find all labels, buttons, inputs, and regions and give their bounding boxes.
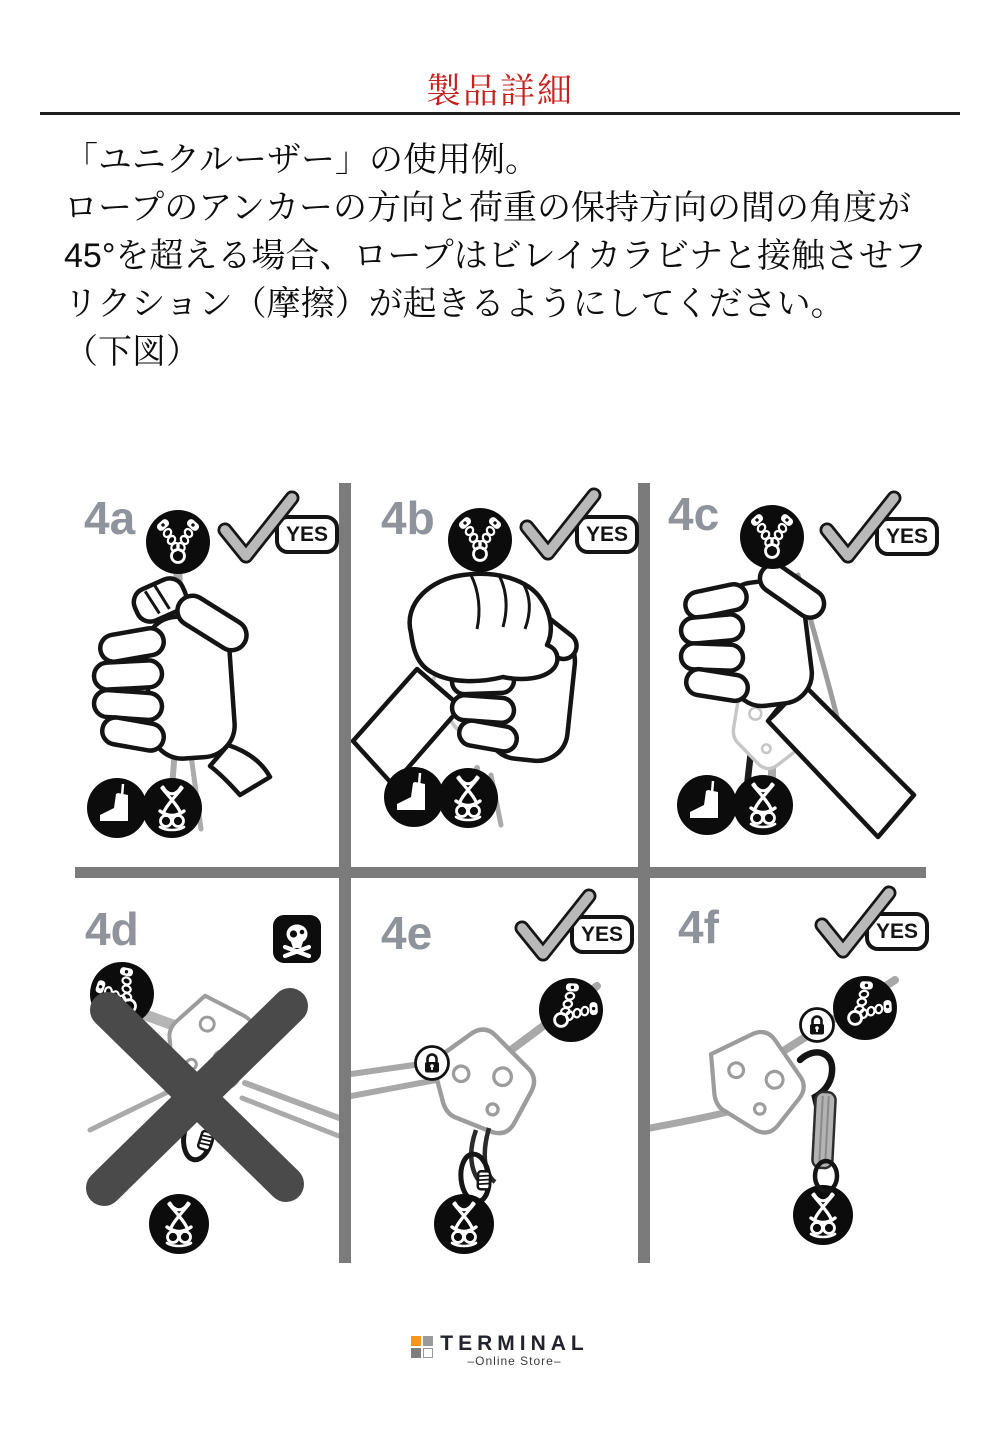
harness-icon xyxy=(793,1185,853,1245)
hand-icon xyxy=(93,574,270,795)
sling-icon xyxy=(812,1092,836,1169)
harness-icon xyxy=(434,1194,494,1254)
yes-badge: YES xyxy=(575,515,639,554)
panel-4e xyxy=(351,878,638,1263)
anchor-chain-icon xyxy=(448,508,512,572)
harness-icon xyxy=(733,775,793,835)
check-icon xyxy=(522,896,589,954)
check-icon xyxy=(822,893,889,951)
intro-line: ロープのアンカーの方向と荷重の保持方向の間の角度が xyxy=(64,189,911,227)
panel-label: 4e xyxy=(381,907,433,959)
anchor-chain-icon xyxy=(526,965,617,1056)
panel-4c xyxy=(650,483,940,866)
panel-4d xyxy=(60,878,339,1263)
foot-loop-icon xyxy=(677,775,737,835)
intro-line: 「ユニクルーザー」の使用例。 xyxy=(64,141,539,179)
brand-tagline: –Online Store– xyxy=(467,1354,562,1369)
panel-4a xyxy=(60,483,339,866)
yes-badge: YES xyxy=(865,912,929,951)
page-title: 製品詳細 xyxy=(425,72,574,111)
harness-icon xyxy=(142,778,202,838)
yes-badge: YES xyxy=(570,915,634,954)
harness-icon xyxy=(438,768,498,828)
foot-loop-icon xyxy=(87,778,147,838)
illustration-4c xyxy=(650,483,940,866)
anchor-chain-icon xyxy=(740,505,804,569)
intro-text xyxy=(64,136,944,376)
hand-icon xyxy=(680,559,830,710)
logo-squares-icon xyxy=(411,1336,433,1358)
harness-icon xyxy=(149,1194,209,1254)
store-logo xyxy=(0,1332,1000,1367)
title-underline xyxy=(40,112,960,115)
panel-label: 4f xyxy=(678,901,719,953)
foot-loop-icon xyxy=(384,767,444,827)
left-hand-icon xyxy=(410,574,558,681)
panel-label: 4d xyxy=(85,903,139,955)
yes-badge: YES xyxy=(875,517,939,556)
intro-line: 45°を超える場合、ロープはビレイカラビナと接触させフ xyxy=(64,237,927,275)
skull-crossbones-icon xyxy=(273,915,321,963)
check-icon xyxy=(225,498,292,556)
brand-name: TERMINAL xyxy=(440,1332,589,1355)
check-icon xyxy=(527,495,594,553)
anchor-chain-icon xyxy=(146,510,210,574)
panel-label: 4a xyxy=(84,492,136,544)
intro-line: （下図） xyxy=(64,333,200,371)
yes-badge: YES xyxy=(275,515,339,554)
padlock-icon xyxy=(416,1047,449,1080)
grid-divider-horizontal xyxy=(75,867,926,878)
panel-label: 4c xyxy=(668,488,720,540)
panel-4b xyxy=(351,483,638,866)
panel-4f xyxy=(650,878,940,1263)
check-icon xyxy=(827,498,894,556)
padlock-icon xyxy=(801,1009,834,1042)
panel-label: 4b xyxy=(381,492,435,544)
intro-line: リクション（摩擦）が起きるようにしてください。 xyxy=(64,285,845,323)
anchor-chain-icon xyxy=(820,963,911,1054)
